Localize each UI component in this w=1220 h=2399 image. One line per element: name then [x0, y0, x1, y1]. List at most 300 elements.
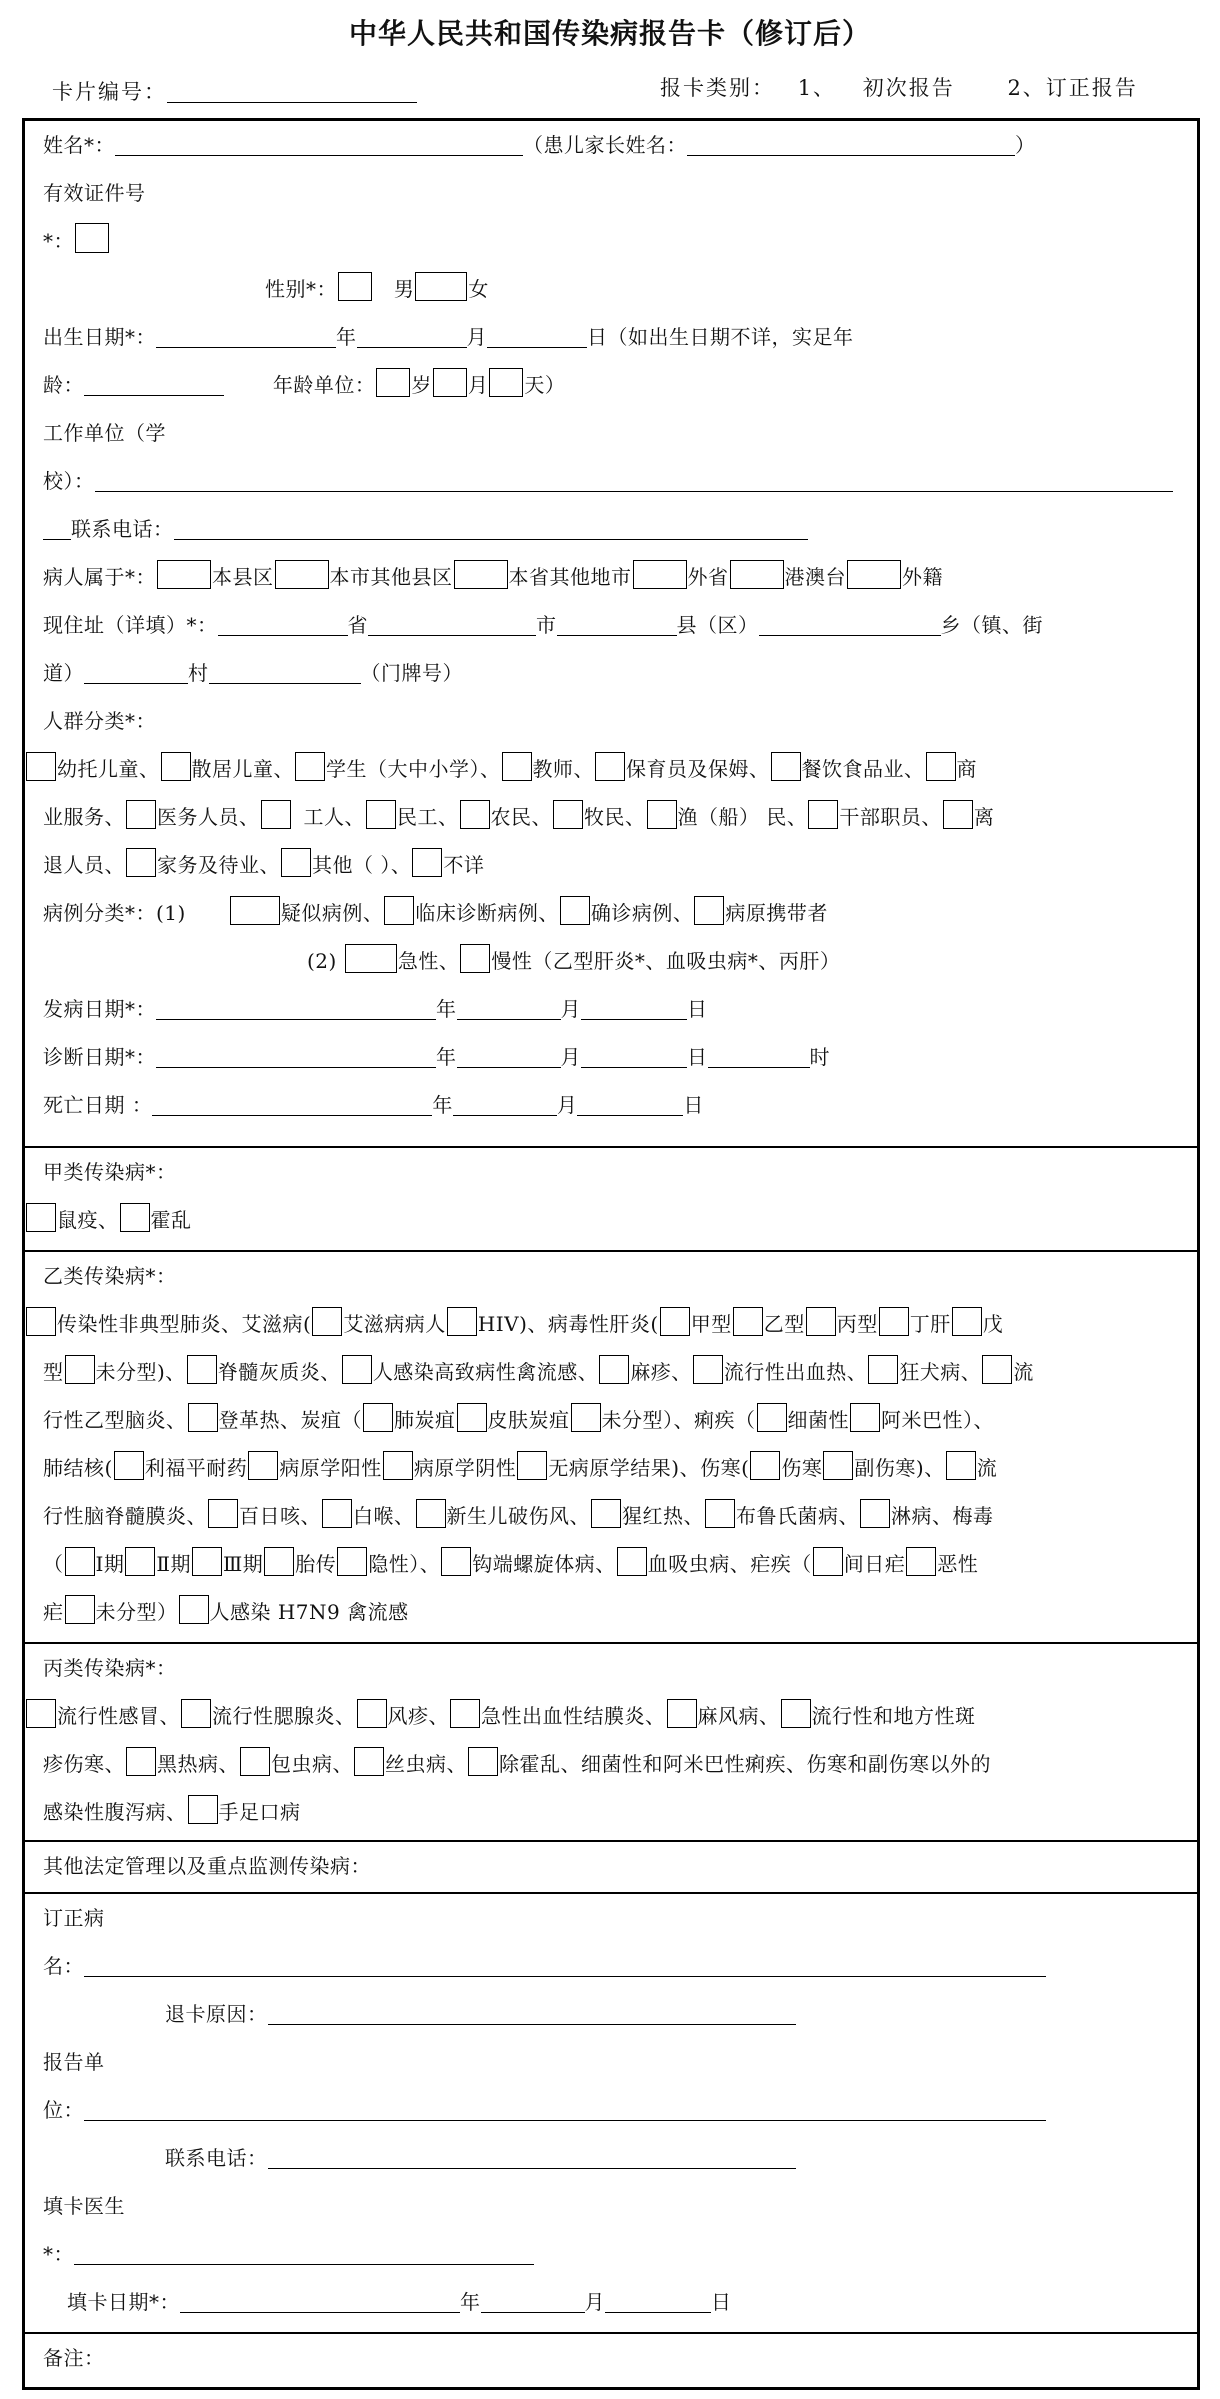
belong-county-label: 本县区 [212, 565, 274, 589]
typhoid-label: 伤寒 [781, 1456, 823, 1480]
etiology-negative-checkbox[interactable] [383, 1451, 413, 1480]
crowd-checkbox-migrant[interactable] [366, 800, 396, 829]
rabies-checkbox[interactable] [868, 1355, 898, 1384]
corrected-name-label-cont: 名： [43, 1954, 84, 1978]
id-label-row [43, 169, 146, 217]
encephalitis-b-label: 流 [1013, 1360, 1034, 1384]
id-number-box[interactable] [75, 223, 109, 253]
bacillary-dysentery-label: 细菌性 [787, 1408, 849, 1432]
hfmd-label: 手足口病 [218, 1800, 301, 1824]
syphilis-congenital-checkbox[interactable] [264, 1547, 294, 1576]
diagnosis-year-field[interactable] [156, 1037, 436, 1068]
class-a-divider [25, 1146, 1197, 1148]
sex-male-label: 男 [393, 277, 415, 301]
onset-date-row [43, 985, 708, 1033]
rabies-label: 狂犬病、 [899, 1360, 982, 1384]
rifampicin-resistant-checkbox[interactable] [114, 1451, 144, 1480]
crowd-label-farmer: 农民、 [490, 805, 552, 829]
schistosomiasis-checkbox[interactable] [617, 1547, 647, 1576]
address-village-label: 村 [188, 661, 209, 685]
case-chronic-label: 慢性（乙型肝炎*、血吸虫病*、丙肝） [491, 949, 841, 973]
belong-province-label: 本省其他地市 [508, 565, 632, 589]
id-row [43, 217, 110, 265]
death-month-label: 月 [556, 1093, 578, 1117]
phone-prefix-field[interactable] [43, 509, 71, 540]
mumps-label: 流行性腮腺炎、 [212, 1704, 356, 1728]
influenza-label: 流行性感冒、 [57, 1704, 180, 1728]
leprosy-label: 麻风病、 [697, 1704, 780, 1728]
death-day-label: 日 [683, 1093, 704, 1117]
class-a-title: 甲类传染病*： [43, 1160, 177, 1184]
case-clinical-label: 临床诊断病例、 [415, 901, 559, 925]
amoebic-dysentery-checkbox[interactable] [850, 1403, 880, 1432]
aids-patient-checkbox[interactable] [312, 1307, 342, 1336]
remark-label: 备注： [43, 2346, 105, 2370]
gonorrhea-checkbox[interactable] [860, 1499, 890, 1528]
address-province-label: 省 [347, 613, 368, 637]
falciparum-malaria-label: 恶性 [937, 1552, 979, 1576]
report-type-row [660, 72, 1138, 102]
kala-azar-checkbox[interactable] [126, 1747, 156, 1776]
brucellosis-checkbox[interactable] [705, 1499, 735, 1528]
birth-year-label: 年 [336, 325, 357, 349]
name-label: 姓名*： [43, 133, 115, 157]
age-field[interactable] [84, 365, 224, 396]
birth-day-field[interactable] [487, 317, 587, 348]
age-row [43, 361, 565, 409]
case-confirmed-label: 确诊病例、 [590, 901, 694, 925]
malaria-untyped-label: 未分型） [95, 1600, 178, 1624]
no-etiology-typhoid-label: 无病原学结果)、伤寒( [548, 1456, 750, 1480]
scarlet-fever-checkbox[interactable] [591, 1499, 621, 1528]
remark-divider [25, 2332, 1197, 2334]
report-unit-row [43, 2086, 1046, 2134]
diagnosis-month-field[interactable] [457, 1037, 561, 1068]
crowd-checkbox-nanny[interactable] [595, 752, 625, 781]
doctor-field[interactable] [74, 2234, 534, 2265]
doctor-label-row [43, 2182, 125, 2230]
filariasis-checkbox[interactable] [354, 1747, 384, 1776]
crowd-label-kindergarten: 幼托儿童、 [57, 757, 160, 781]
work-label-row [43, 409, 166, 457]
death-month-field[interactable] [453, 1085, 557, 1116]
crowd-checkbox-cadre[interactable] [808, 800, 838, 829]
gonorrhea-syphilis-label: 淋病、梅毒 [891, 1504, 994, 1528]
diphtheria-checkbox[interactable] [322, 1499, 352, 1528]
hepatitis-untyped-checkbox[interactable] [65, 1355, 95, 1384]
crowd-row-2 [43, 793, 994, 841]
malaria-untyped-checkbox[interactable] [65, 1595, 95, 1624]
crowd-checkbox-business[interactable] [926, 752, 956, 781]
crowd-checkbox-retired[interactable] [943, 800, 973, 829]
hiv-checkbox[interactable] [447, 1307, 477, 1336]
name-field[interactable] [115, 125, 523, 156]
case-suspected-checkbox[interactable] [230, 896, 280, 925]
class-b-row-2 [43, 1348, 1034, 1396]
address-house-label: （门牌号） [360, 661, 463, 685]
hepatitis-e-checkbox[interactable] [952, 1307, 982, 1336]
neonatal-tetanus-checkbox[interactable] [416, 1499, 446, 1528]
diagnosis-day-label: 日 [687, 1045, 708, 1069]
case-class-row-2 [307, 937, 840, 985]
crowd-checkbox-housework[interactable] [126, 848, 156, 877]
plague-checkbox[interactable] [26, 1203, 56, 1232]
rubella-label: 风疹、 [387, 1704, 449, 1728]
diagnosis-year-label: 年 [436, 1045, 457, 1069]
diagnosis-label: 诊断日期*： [43, 1045, 156, 1069]
death-year-field[interactable] [152, 1085, 432, 1116]
sex-male-checkbox[interactable] [338, 272, 372, 301]
crowd-row-1 [25, 745, 977, 793]
anthrax-untyped-dysentery-label: 未分型）、痢疾（ [601, 1408, 756, 1432]
address-label: 现住址（详填）*： [43, 613, 218, 637]
fill-day-field[interactable] [605, 2282, 711, 2313]
pulmonary-anthrax-checkbox[interactable] [363, 1403, 393, 1432]
report-type-initial[interactable]: 初次报告 [862, 76, 955, 100]
syphilis-latent-checkbox[interactable] [337, 1547, 367, 1576]
crowd-checkbox-herdsman[interactable] [553, 800, 583, 829]
case-confirmed-checkbox[interactable] [560, 896, 590, 925]
contact-phone-label: 联系电话： [165, 2146, 268, 2170]
class-b-row-1 [25, 1300, 1003, 1348]
phone-field[interactable] [174, 509, 808, 540]
case-acute-checkbox[interactable] [345, 944, 397, 973]
age-unit-day-checkbox[interactable] [489, 368, 523, 397]
diagnosis-hour-field[interactable] [708, 1037, 810, 1068]
doctor-label-cont: *： [43, 2242, 74, 2266]
page-title: 中华人民共和国传染病报告卡（修订后） [348, 17, 871, 50]
no-etiology-checkbox[interactable] [517, 1451, 547, 1480]
work-field[interactable] [95, 461, 1173, 492]
crowd-label-teacher: 教师、 [532, 757, 594, 781]
case-acute-label: 急性、 [397, 949, 460, 973]
pertussis-checkbox[interactable] [208, 1499, 238, 1528]
sex-female-label: 女 [468, 277, 489, 301]
crowd-label: 人群分类*： [43, 709, 156, 733]
belong-other-province-checkbox[interactable] [633, 560, 687, 589]
belong-city-label: 本市其他县区 [329, 565, 453, 589]
polio-checkbox[interactable] [187, 1355, 217, 1384]
onset-year-field[interactable] [156, 989, 436, 1020]
doctor-row [43, 2230, 534, 2278]
diphtheria-label: 白喉、 [353, 1504, 415, 1528]
hemorrhagic-fever-checkbox[interactable] [693, 1355, 723, 1384]
corrected-name-label-row [43, 1894, 105, 1942]
age-unit-month-checkbox[interactable] [433, 368, 467, 397]
hfmd-checkbox[interactable] [188, 1795, 218, 1824]
sex-row [265, 265, 489, 313]
case-clinical-checkbox[interactable] [384, 896, 414, 925]
class-c-row-3 [43, 1788, 301, 1836]
guardian-field[interactable] [687, 125, 1015, 156]
birth-day-note: 日（如出生日期不详，实足年 [587, 325, 854, 349]
address-county-field[interactable] [557, 605, 677, 636]
syphilis-stage-1-label: Ⅰ期 [95, 1552, 125, 1576]
infectious-diarrhea-checkbox[interactable] [468, 1747, 498, 1776]
case-class-row-1 [43, 889, 828, 937]
card-number-field[interactable] [167, 72, 417, 103]
infectious-diarrhea-label: 除霍乱、细菌性和阿米巴性痢疾、伤寒和副伤寒以外的 [499, 1752, 991, 1776]
echinococcosis-label: 包虫病、 [271, 1752, 353, 1776]
avian-flu-checkbox[interactable] [342, 1355, 372, 1384]
reject-reason-row [165, 1990, 796, 2038]
class-a-title-row [43, 1148, 177, 1196]
belong-hk-macao-tw-label: 港澳台 [784, 565, 846, 589]
crowd-checkbox-other[interactable] [281, 848, 311, 877]
dengue-checkbox[interactable] [188, 1403, 218, 1432]
address-village-field[interactable] [209, 653, 361, 684]
report-unit-label-cont: 位： [43, 2098, 84, 2122]
conjunctivitis-checkbox[interactable] [450, 1699, 480, 1728]
class-b-divider [25, 1250, 1197, 1252]
phone-label: 联系电话： [71, 517, 174, 541]
work-label: 工作单位（学 [43, 421, 166, 445]
class-b-row-4 [43, 1444, 997, 1492]
corrected-name-field[interactable] [84, 1946, 1046, 1977]
typhus-checkbox[interactable] [781, 1699, 811, 1728]
crowd-checkbox-fisherman[interactable] [647, 800, 677, 829]
meningitis-label: 流 [976, 1456, 998, 1480]
class-b-title: 乙类传染病*： [43, 1264, 177, 1288]
address-town-label: 乡（镇、街 [940, 613, 1043, 637]
syphilis-stage-2-checkbox[interactable] [125, 1547, 155, 1576]
typhus-label: 流行性和地方性斑 [811, 1704, 976, 1728]
meningitis-label-cont: 行性脑脊髓膜炎、 [43, 1504, 207, 1528]
birth-year-field[interactable] [156, 317, 336, 348]
sars-checkbox[interactable] [26, 1307, 56, 1336]
crowd-label-business: 商 [956, 757, 977, 781]
cutaneous-anthrax-checkbox[interactable] [457, 1403, 487, 1432]
crowd-label-migrant: 民工、 [397, 805, 459, 829]
corrected-name-row [43, 1942, 1046, 1990]
belong-province-checkbox[interactable] [454, 560, 508, 589]
crowd-label-catering: 餐饮食品业、 [801, 757, 925, 781]
reject-reason-label: 退卡原因： [165, 2002, 268, 2026]
class-b-row-3 [43, 1396, 994, 1444]
diagnosis-month-label: 月 [560, 1045, 581, 1069]
cutaneous-anthrax-label: 皮肤炭疽 [487, 1408, 570, 1432]
work-row [43, 457, 1173, 505]
filariasis-label: 丝虫病、 [385, 1752, 467, 1776]
hiv-hepatitis-label: HIV)、病毒性肝炎( [477, 1312, 659, 1336]
crowd-label-medical: 医务人员、 [157, 805, 260, 829]
vivax-malaria-checkbox[interactable] [813, 1547, 843, 1576]
report-type-correction[interactable]: 2、订正报告 [1007, 76, 1138, 100]
influenza-checkbox[interactable] [26, 1699, 56, 1728]
class-b-row-6 [43, 1540, 978, 1588]
fill-year-field[interactable] [180, 2282, 460, 2313]
hemorrhagic-fever-label: 流行性出血热、 [723, 1360, 868, 1384]
leptospirosis-label: 钩端螺旋体病、 [472, 1552, 616, 1576]
h7n9-checkbox[interactable] [179, 1595, 209, 1624]
tuberculosis-label: 肺结核( [43, 1456, 113, 1480]
belong-other-province-label: 外省 [687, 565, 729, 589]
age-unit-year-checkbox[interactable] [376, 368, 410, 397]
crowd-checkbox-farmer[interactable] [460, 800, 490, 829]
scarlet-fever-label: 猩红热、 [622, 1504, 704, 1528]
address-street-label: 道） [43, 661, 84, 685]
bacillary-dysentery-checkbox[interactable] [757, 1403, 787, 1432]
mumps-checkbox[interactable] [181, 1699, 211, 1728]
age-unit-day-label: 天） [524, 373, 566, 397]
dengue-anthrax-label: 登革热、炭疽（ [218, 1408, 362, 1432]
age-label: 龄： [43, 373, 84, 397]
address-town-field[interactable] [759, 605, 941, 636]
report-unit-field[interactable] [84, 2090, 1046, 2121]
encephalitis-b-checkbox[interactable] [982, 1355, 1012, 1384]
aids-patient-label: 艾滋病病人 [343, 1312, 446, 1336]
address-city-label: 市 [536, 613, 557, 637]
hepatitis-b-checkbox[interactable] [733, 1307, 763, 1336]
crowd-checkbox-kindergarten[interactable] [26, 752, 56, 781]
reject-reason-field[interactable] [268, 1994, 796, 2025]
class-c-row-2 [43, 1740, 991, 1788]
death-date-row [43, 1081, 704, 1129]
guardian-close: ） [1015, 133, 1036, 157]
class-c-divider [25, 1642, 1197, 1644]
guardian-label: （患儿家长姓名： [523, 133, 687, 157]
paratyphoid-checkbox[interactable] [823, 1451, 853, 1480]
address-city-field[interactable] [368, 605, 536, 636]
case-class-2-number: (2) [307, 949, 337, 973]
other-title-row [43, 1842, 371, 1890]
work-label-cont: 校）： [43, 469, 95, 493]
kala-azar-label: 黑热病、 [157, 1752, 239, 1776]
other-title: 其他法定管理以及重点监测传染病： [43, 1854, 371, 1878]
card-number-row [52, 72, 417, 106]
crowd-label-unknown: 不详 [443, 853, 485, 877]
sex-label: 性别*： [265, 277, 337, 301]
crowd-label-business-cont: 业服务、 [43, 805, 125, 829]
neonatal-tetanus-label: 新生儿破伤风、 [446, 1504, 590, 1528]
report-type-option-1-number: 1、 [797, 76, 837, 100]
birth-row [43, 313, 854, 361]
crowd-checkbox-scattered-child[interactable] [161, 752, 191, 781]
case-suspected-label: 疑似病例、 [280, 901, 384, 925]
crowd-label-scattered-child: 散居儿童、 [191, 757, 294, 781]
footer-divider [25, 1892, 1197, 1894]
hepatitis-c-label: 丙型 [836, 1312, 878, 1336]
fill-day-label: 日 [711, 2290, 732, 2314]
case-chronic-checkbox[interactable] [460, 944, 490, 973]
belong-county-checkbox[interactable] [157, 560, 211, 589]
sex-female-checkbox[interactable] [415, 272, 467, 301]
belong-foreign-label: 外籍 [902, 565, 943, 589]
crowd-checkbox-unknown[interactable] [412, 848, 442, 877]
contact-phone-field[interactable] [268, 2138, 796, 2169]
schistosomiasis-malaria-label: 血吸虫病、疟疾（ [647, 1552, 812, 1576]
age-unit-month-label: 月 [467, 373, 489, 397]
syphilis-latent-label: 隐性）、 [368, 1552, 441, 1576]
death-year-label: 年 [432, 1093, 453, 1117]
syphilis-stage-3-checkbox[interactable] [192, 1547, 222, 1576]
syphilis-congenital-label: 胎传 [295, 1552, 337, 1576]
fill-month-label: 月 [584, 2290, 605, 2314]
hepatitis-a-checkbox[interactable] [660, 1307, 690, 1336]
meningitis-checkbox[interactable] [946, 1451, 976, 1480]
belong-label: 病人属于*： [43, 565, 156, 589]
age-unit-label: 年龄单位： [272, 373, 376, 397]
cholera-checkbox[interactable] [120, 1203, 150, 1232]
onset-day-field[interactable] [581, 989, 687, 1020]
crowd-label-worker: 工人、 [303, 805, 365, 829]
measles-checkbox[interactable] [599, 1355, 629, 1384]
echinococcosis-checkbox[interactable] [240, 1747, 270, 1776]
infectious-diarrhea-label-cont: 感染性腹泻病、 [43, 1800, 187, 1824]
syphilis-stage-2-label: Ⅱ期 [156, 1552, 191, 1576]
vivax-malaria-label: 间日疟 [843, 1552, 906, 1576]
fill-date-label: 填卡日期*： [67, 2290, 180, 2314]
etiology-negative-label: 病原学阴性 [413, 1456, 517, 1480]
rubella-checkbox[interactable] [357, 1699, 387, 1728]
pulmonary-anthrax-label: 肺炭疽 [394, 1408, 456, 1432]
birth-month-field[interactable] [357, 317, 467, 348]
address-street-field[interactable] [84, 653, 188, 684]
hepatitis-d-checkbox[interactable] [879, 1307, 909, 1336]
hepatitis-d-label: 丁肝 [909, 1312, 951, 1336]
class-b-title-row [43, 1252, 177, 1300]
falciparum-malaria-label-cont: 疟 [43, 1600, 64, 1624]
belong-foreign-checkbox[interactable] [847, 560, 901, 589]
address-county-label: 县（区） [676, 613, 759, 637]
crowd-checkbox-student[interactable] [295, 752, 325, 781]
typhoid-checkbox[interactable] [750, 1451, 780, 1480]
class-b-row-7 [43, 1588, 409, 1636]
rifampicin-resistant-label: 利福平耐药 [144, 1456, 248, 1480]
crowd-checkbox-medical[interactable] [126, 800, 156, 829]
avian-flu-label: 人感染高致病性禽流感、 [372, 1360, 599, 1384]
crowd-checkbox-catering[interactable] [771, 752, 801, 781]
crowd-label-retired-cont: 退人员、 [43, 853, 125, 877]
address-row [43, 601, 1043, 649]
crowd-checkbox-worker[interactable] [261, 800, 291, 829]
falciparum-malaria-checkbox[interactable] [906, 1547, 936, 1576]
anthrax-untyped-checkbox[interactable] [571, 1403, 601, 1432]
fill-month-field[interactable] [481, 2282, 585, 2313]
crowd-label-student: 学生（大中小学）、 [326, 757, 501, 781]
onset-label: 发病日期*： [43, 997, 156, 1021]
onset-day-label: 日 [687, 997, 708, 1021]
death-day-field[interactable] [577, 1085, 683, 1116]
leptospirosis-checkbox[interactable] [441, 1547, 471, 1576]
age-unit-year-label: 岁 [411, 373, 432, 397]
crowd-checkbox-teacher[interactable] [502, 752, 532, 781]
case-carrier-checkbox[interactable] [694, 896, 724, 925]
diagnosis-day-field[interactable] [581, 1037, 687, 1068]
report-type-label: 报卡类别： [660, 76, 775, 100]
belong-hk-macao-tw-checkbox[interactable] [730, 560, 784, 589]
crowd-label-cadre: 干部职员、 [839, 805, 942, 829]
onset-month-field[interactable] [457, 989, 561, 1020]
address-row-2 [43, 649, 463, 697]
onset-year-label: 年 [436, 997, 457, 1021]
hepatitis-b-label: 乙型 [763, 1312, 805, 1336]
report-unit-label: 报告单 [43, 2050, 105, 2074]
corrected-name-label: 订正病 [43, 1906, 105, 1930]
address-province-field[interactable] [218, 605, 348, 636]
belong-city-checkbox[interactable] [275, 560, 329, 589]
etiology-positive-checkbox[interactable] [248, 1451, 278, 1480]
fill-date-row [67, 2278, 732, 2326]
fill-year-label: 年 [460, 2290, 481, 2314]
hepatitis-c-checkbox[interactable] [806, 1307, 836, 1336]
crowd-label-row [43, 697, 156, 745]
leprosy-checkbox[interactable] [667, 1699, 697, 1728]
report-card [22, 118, 1200, 2390]
conjunctivitis-label: 急性出血性结膜炎、 [481, 1704, 666, 1728]
belong-row [43, 553, 943, 601]
syphilis-stage-1-checkbox[interactable] [65, 1547, 95, 1576]
